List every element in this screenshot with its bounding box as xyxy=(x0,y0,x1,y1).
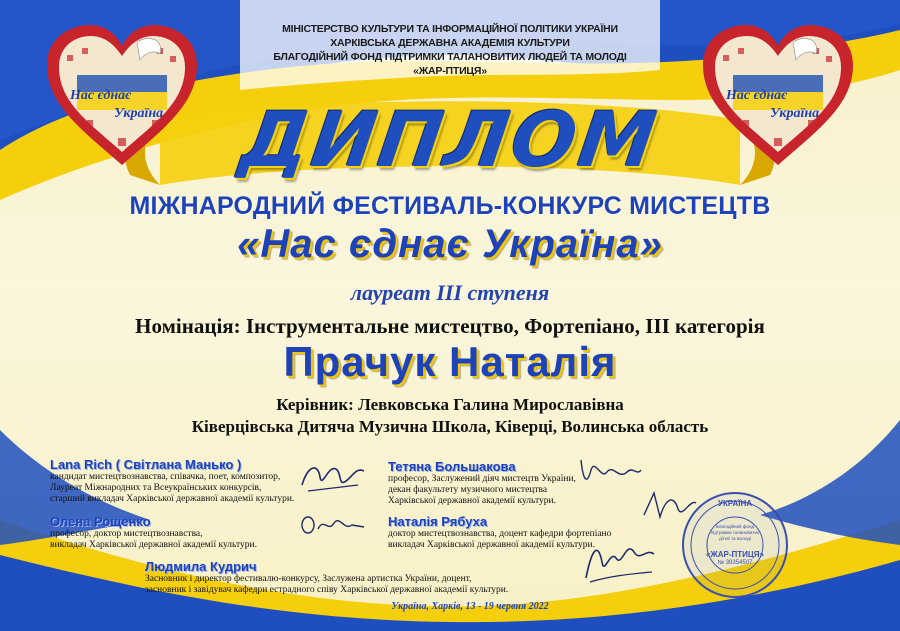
leader: Керівник: Левковська Галина Мирославівна xyxy=(276,395,624,414)
jury-desc-line: засновник і завідувач кафедри естрадного співу Харківської державної академії культури. xyxy=(145,585,509,595)
seal-code: № 39354507 xyxy=(717,560,753,566)
emblem-right-line1: Нас єднає xyxy=(726,88,787,103)
heart-emblem-right xyxy=(698,20,858,175)
jury-desc-line: старший викладач Харківської державної академії культури. xyxy=(50,494,295,504)
official-seal xyxy=(680,490,790,600)
school: Ківерцівська Дитяча Музична Школа, Ківерці, Волинська область xyxy=(191,417,709,436)
jury-desc-line: викладач Харківської державної академії культури. xyxy=(388,540,595,550)
seal-ring-text: УКРАЇНА xyxy=(717,499,753,508)
jury-name: Людмила Кудрич xyxy=(145,559,257,574)
jury-desc-line: кандидат мистецтвознавства, співачка, поет, композитор, xyxy=(50,472,281,482)
emblem-left-line2: Україна xyxy=(114,106,164,121)
jury-desc-line: професор, Заслужений діяч мистецтв України, xyxy=(388,474,576,484)
signature-2 xyxy=(298,507,368,542)
winner-name: Прачук Наталія xyxy=(283,338,617,385)
emblem-left-line1: Нас єднає xyxy=(70,88,131,103)
jury-name: Тетяна Большакова xyxy=(388,459,516,474)
nomination: Номінація: Інструментальне мистецтво, Фортепіано, ІІІ категорія xyxy=(135,314,765,338)
ministry-line-3: БЛАГОДІЙНИЙ ФОНД ПІДТРИМКИ ТАЛАНОВИТИХ ЛЮДЕЙ ТА МОЛОДІ «ЖАР-ПТИЦЯ» xyxy=(273,51,627,77)
jury-desc-line: професор, доктор мистецтвознавства, xyxy=(50,529,203,539)
jury-name: Олена Рощенко xyxy=(50,514,151,529)
ministry-line-2: ХАРКІВСЬКА ДЕРЖАВНА АКАДЕМІЯ КУЛЬТУРИ xyxy=(330,37,570,49)
jury-name: Lana Rich ( Світлана Манько ) xyxy=(50,457,242,472)
award-level: лауреат ІІІ ступеня xyxy=(350,280,550,305)
seal-center-text: «ЖАР-ПТИЦЯ» xyxy=(706,550,764,559)
jury-desc-line: Харківської державної академії культури. xyxy=(388,496,557,506)
ministry-header xyxy=(260,22,640,78)
emblem-right-line2: Україна xyxy=(770,106,820,121)
seal-small-text: Благодійний фонд підтримки талановитих дітей та молоді xyxy=(710,524,760,541)
jury-desc-line: доктор мистецтвознавства, доцент кафедри фортепіано xyxy=(388,529,612,539)
diploma-title: ДИПЛОМ xyxy=(235,95,665,184)
festival-name: «Нас єднає Україна» xyxy=(237,222,663,266)
jury-desc-line: викладач Харківської державної академії культури. xyxy=(50,540,257,550)
jury-desc-line: Засновник і директор фестивалю-конкурсу, Заслужена артистка України, доцент, xyxy=(145,574,472,584)
place-date: Україна, Харків, 13 - 19 червня 2022 xyxy=(391,601,549,612)
heart-emblem-left xyxy=(42,20,202,175)
ministry-line-1: МІНІСТЕРСТВО КУЛЬТУРИ ТА ІНФОРМАЦІЙНОЇ ПОЛІТИКИ УКРАЇНИ xyxy=(282,23,618,35)
jury-desc-line: Лауреат Міжнародних та Всеукраїнських конкурсів, xyxy=(50,483,262,493)
jury-name: Наталія Рябуха xyxy=(388,514,488,529)
jury-member-3 xyxy=(145,559,565,596)
jury-desc-line: декан факультету музичного мистецтва xyxy=(388,485,548,495)
festival-title: МІЖНАРОДНИЙ ФЕСТИВАЛЬ-КОНКУРС МИСТЕЦТВ xyxy=(129,192,771,220)
signature-5 xyxy=(580,528,660,588)
signature-3 xyxy=(575,450,645,495)
signature-1 xyxy=(298,455,368,500)
